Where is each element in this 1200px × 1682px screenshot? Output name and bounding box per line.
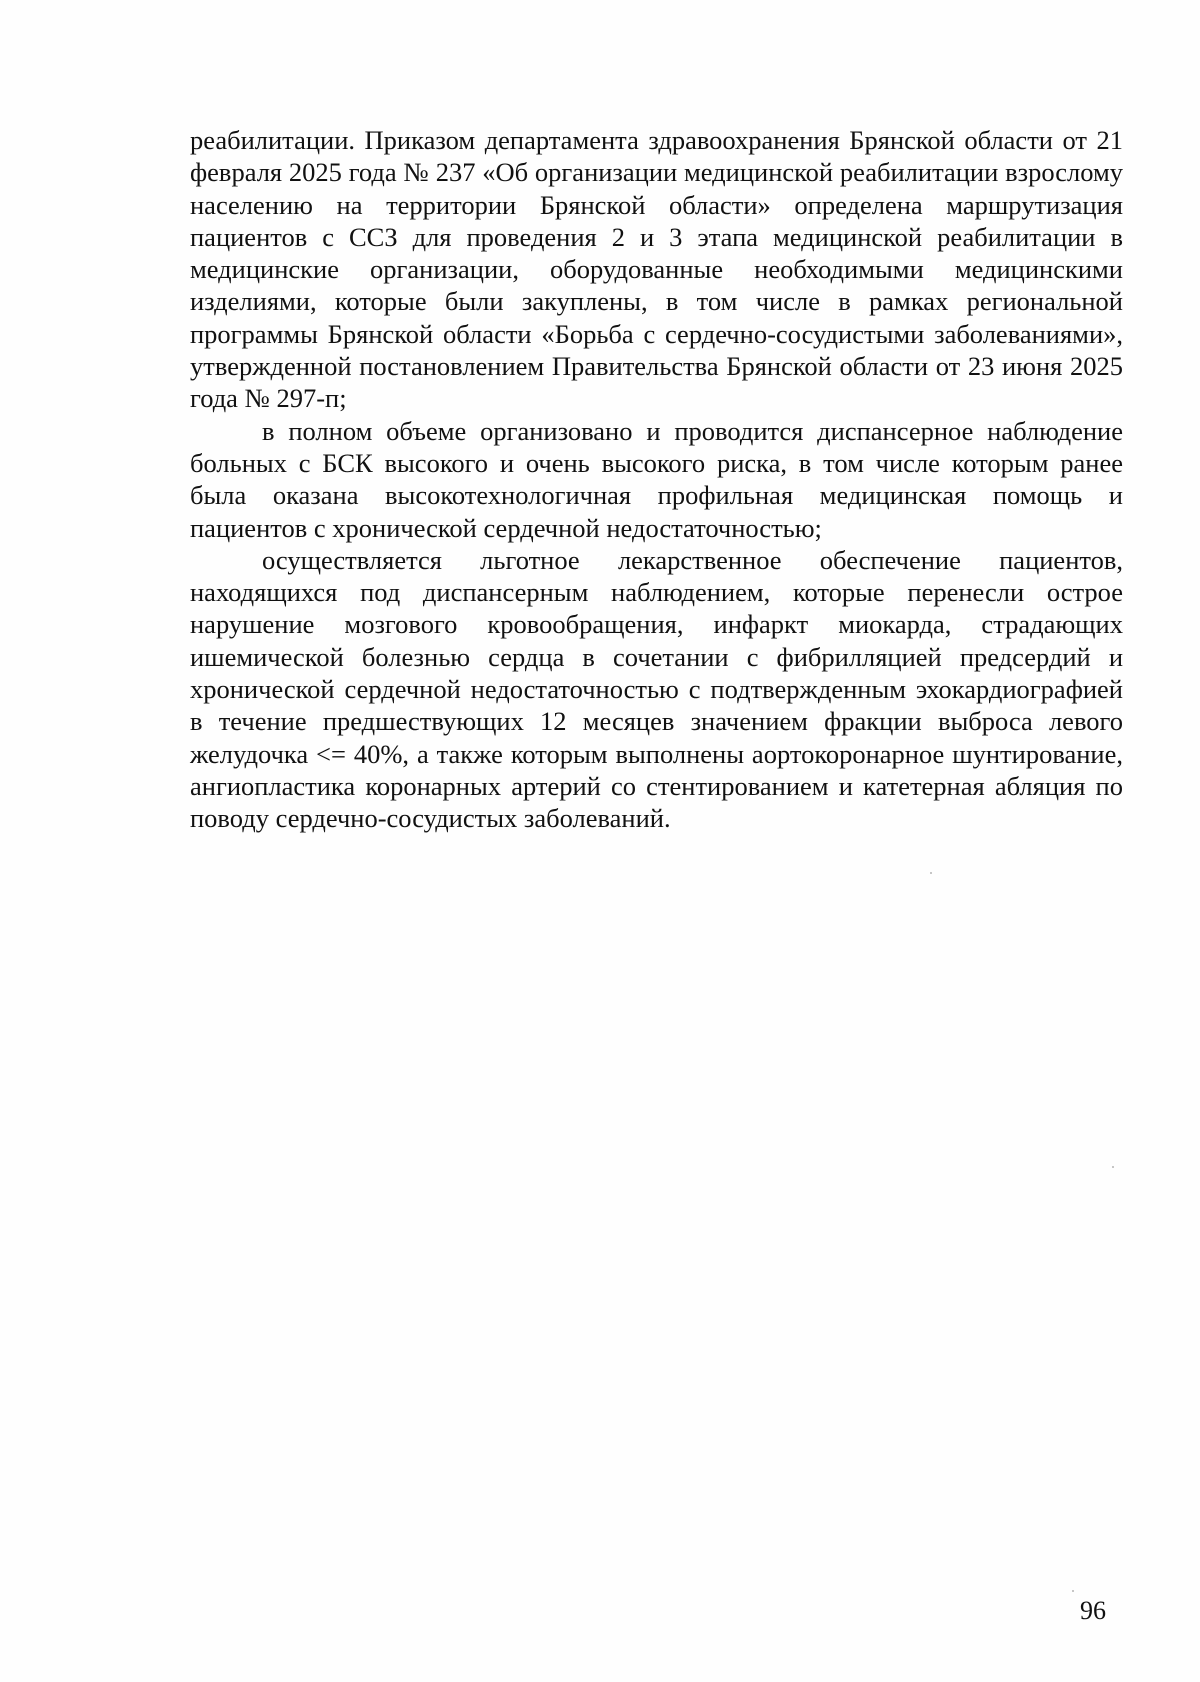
paragraph-drug-provision: осуществляется льготное лекарственное обеспечение пациентов, находящихся под диспансерным наблюдением, которые перенесли острое нарушение мозгового кровообращения, инфаркт миокарда, страдающих ишемической болезнью сердца в сочетании с фибрилляцией предсердий и хронической сердечной недостаточностью с подтвержденным эхокардиографией в течение предшествующих 12 месяцев значением фракции выброса левого желудочка <= 40%, а также которым выполнены аортокоронарное шунтирование, ангиопластика коронарных артерий со стентированием и катетерная абляция по поводу сердечно-сосудистых заболеваний. <box>190 544 1123 834</box>
scan-speck <box>1112 1166 1114 1168</box>
document-body <box>190 124 1123 835</box>
scan-speck <box>930 872 932 874</box>
page-number: 96 <box>1080 1596 1106 1625</box>
paragraph-dispensary-observation: в полном объеме организовано и проводится диспансерное наблюдение больных с БСК высокого и очень высокого риска, в том числе которым ранее была оказана высокотехнологичная профильная медицинская помощь и пациентов с хронической сердечной недостаточностью; <box>190 415 1123 543</box>
paragraph-rehabilitation-order: реабилитации. Приказом департамента здравоохранения Брянской области от 21 февраля 2025 года № 237 «Об организации медицинской реабилитации взрослому населению на территории Брянской области» определена маршрутизация пациентов с ССЗ для проведения 2 и 3 этапа медицинской реабилитации в медицинские организации, оборудованные необходимыми медицинскими изделиями, которые были закуплены, в том числе в рамках региональной программы Брянской области «Борьба с сердечно-сосудистыми заболеваниями», утвержденной постановлением Правительства Брянской области от 23 июня 2025 года № 297-п; <box>190 125 1123 414</box>
scan-speck <box>1072 1590 1074 1592</box>
